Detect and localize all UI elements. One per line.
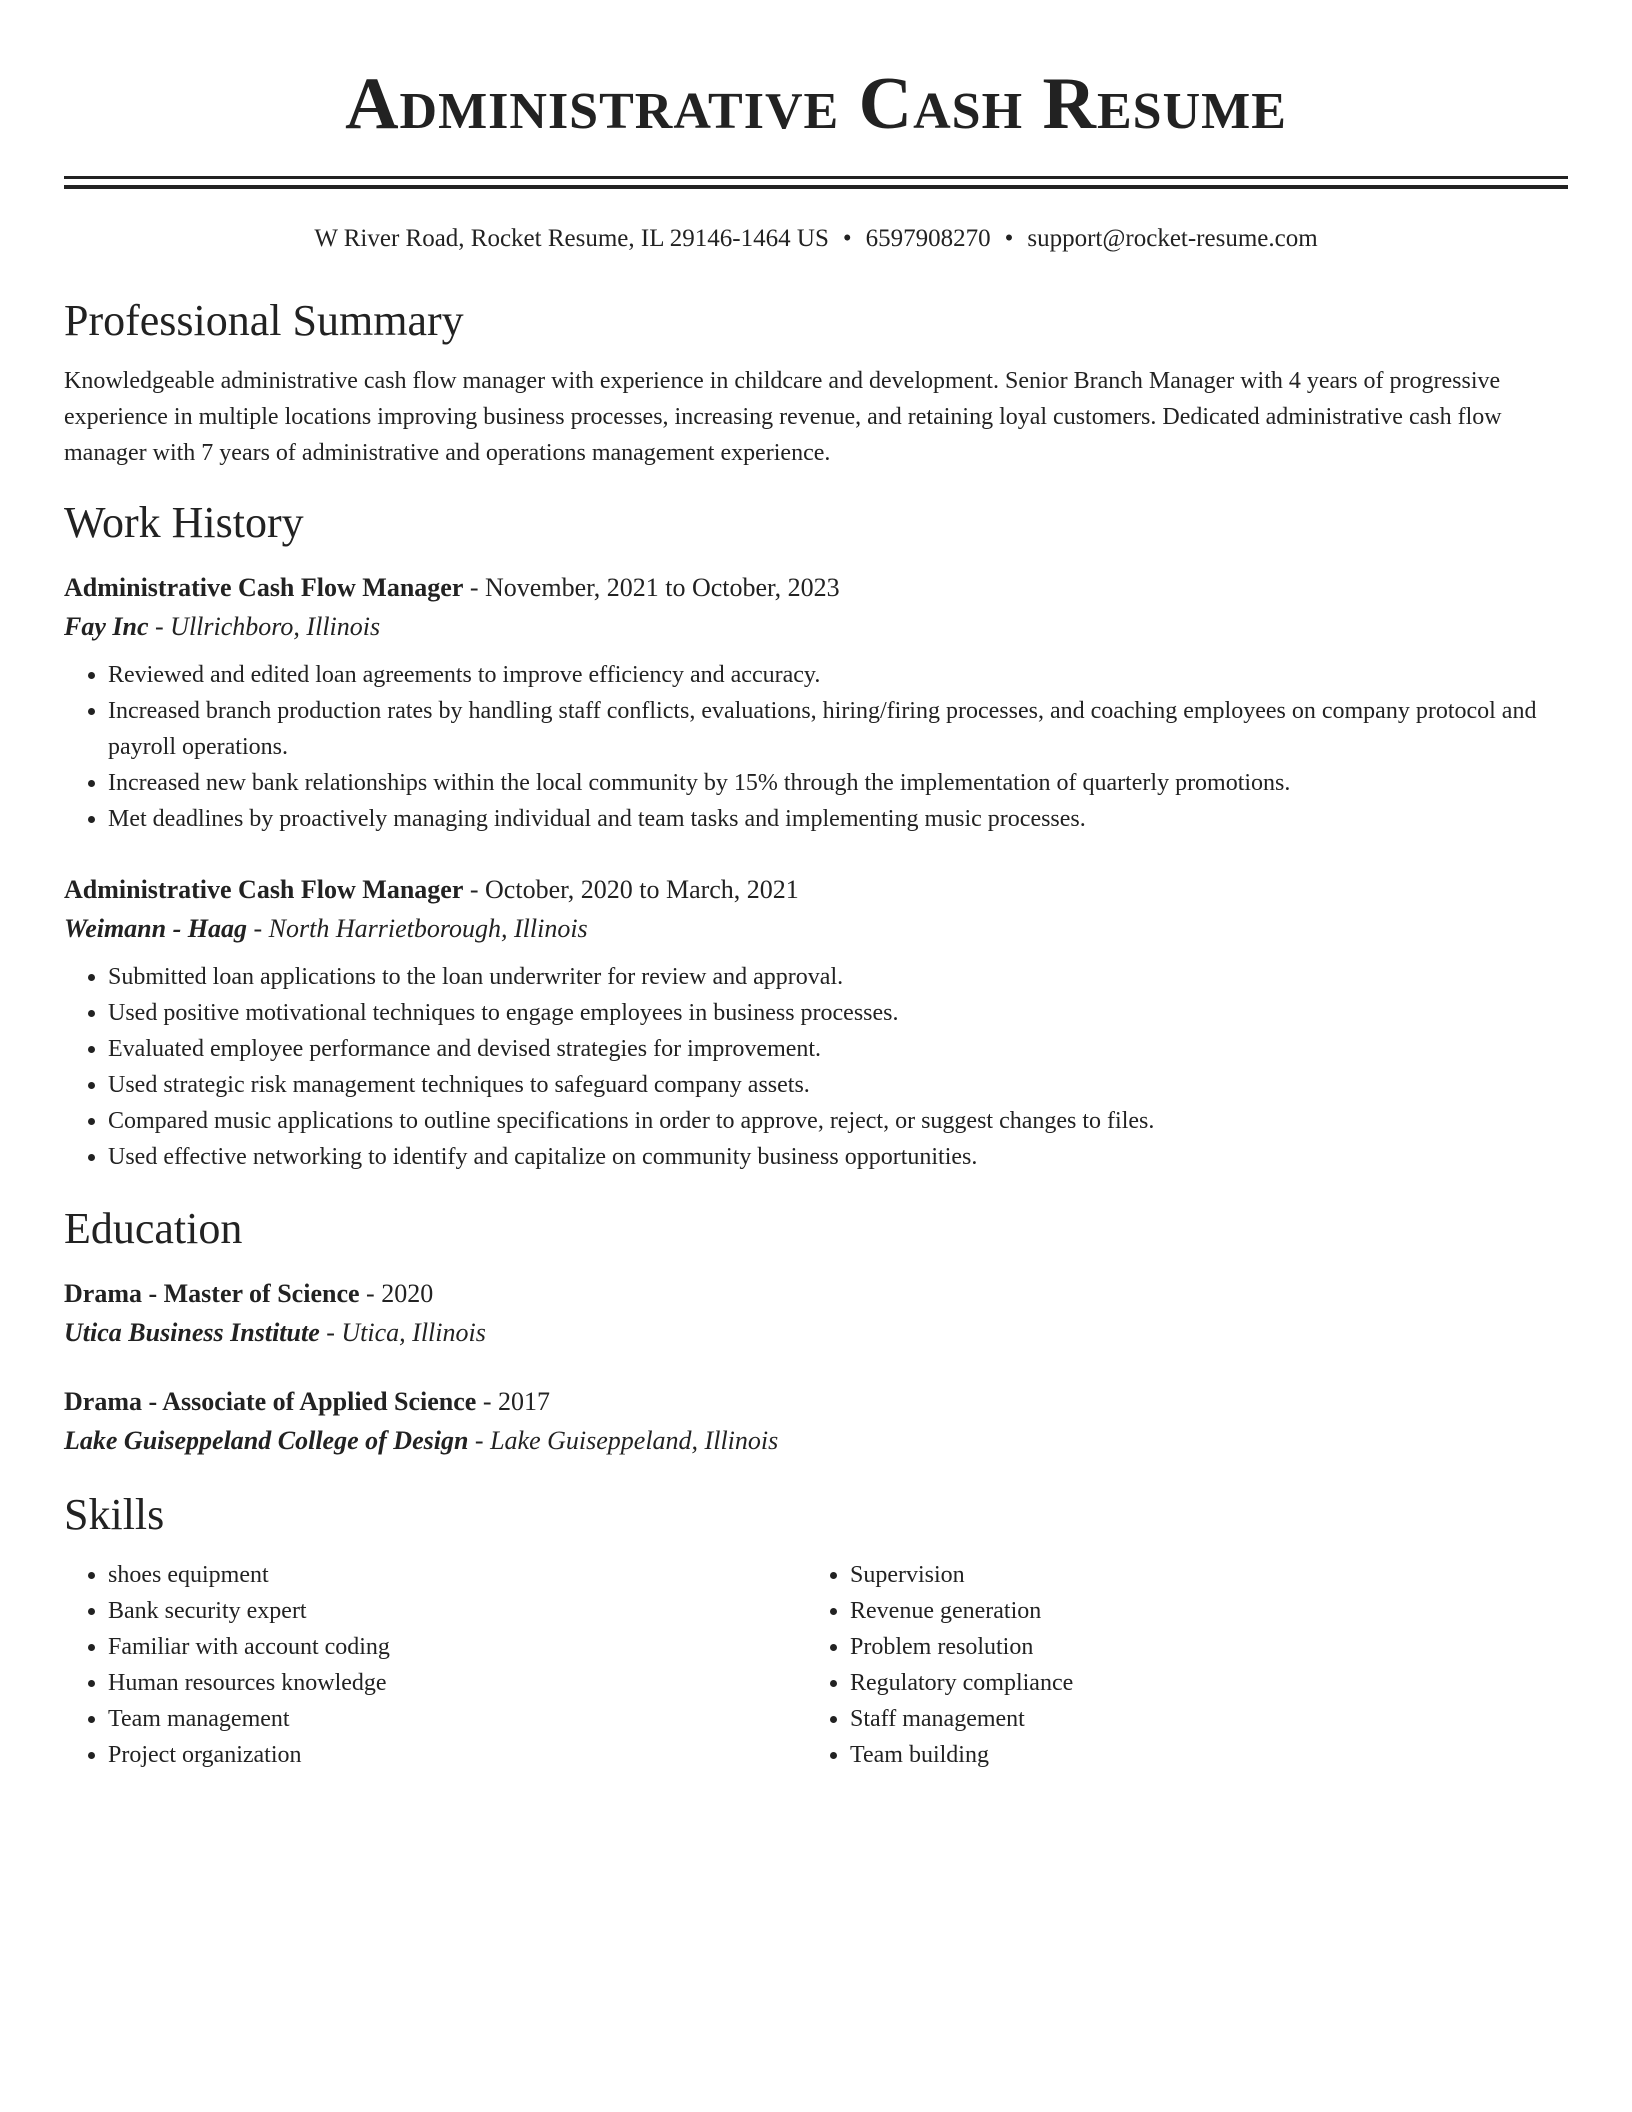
job-bullet: • Compared music applications to outline specifications in order to approve, reject, or suggest changes to files. xyxy=(108,1103,1568,1139)
summary-text: Knowledgeable administrative cash flow manager with experience in childcare and development. Senior Branch Manager with 4 years of progressive experience in multiple locations improving business processes, increasing revenue, and retaining loyal customers. Dedicated administrative cash flow manager with 7 years of administrative and operations management experience. xyxy=(64,368,1502,466)
contact-separator: • xyxy=(842,225,852,252)
skill-item: • shoes equipment xyxy=(108,1557,806,1593)
job-entry xyxy=(64,871,1568,1175)
education-location: Utica, Illinois xyxy=(341,1318,486,1347)
job-location: Ullrichboro, Illinois xyxy=(170,612,381,641)
job-bullet: • Used effective networking to identify and capitalize on community business opportunities. xyxy=(108,1139,1568,1175)
education-year: 2017 xyxy=(498,1387,551,1416)
skill-item: • Regulatory compliance xyxy=(850,1665,1548,1701)
skill-item: • Familiar with account coding xyxy=(108,1629,806,1665)
job-location: North Harrietborough, Illinois xyxy=(268,914,588,943)
skill-item: • Revenue generation xyxy=(850,1593,1548,1629)
job-bullet: • Increased branch production rates by handling staff conflicts, evaluations, hiring/firing processes, and coaching employees on company protocol and payroll operations. xyxy=(108,693,1568,765)
contact-separator: • xyxy=(1004,225,1014,252)
contact-email: support@rocket-resume.com xyxy=(1027,225,1318,252)
contact-phone: 6597908270 xyxy=(865,225,991,252)
job-dates: November, 2021 to October, 2023 xyxy=(485,573,840,602)
job-bullets xyxy=(64,959,1568,1175)
skills-columns xyxy=(64,1557,1568,1773)
skill-item: • Staff management xyxy=(850,1701,1548,1737)
work-history-heading: Work History xyxy=(64,498,304,547)
job-company-line: Fay Inc - Ullrichboro, Illinois xyxy=(64,612,381,641)
contact-line xyxy=(64,223,1568,255)
job-company-line: Weimann - Haag - North Harrietborough, Illinois xyxy=(64,914,588,943)
job-bullet: • Evaluated employee performance and devised strategies for improvement. xyxy=(108,1031,1568,1067)
education-entry xyxy=(64,1275,1568,1353)
education-degree: Drama - Associate of Applied Science xyxy=(64,1387,477,1416)
education-year: 2020 xyxy=(381,1279,434,1308)
education-location: Lake Guiseppeland, Illinois xyxy=(490,1426,779,1455)
skills-list-left xyxy=(64,1557,806,1773)
job-bullets xyxy=(64,657,1568,837)
job-title: Administrative Cash Flow Manager xyxy=(64,875,464,904)
title-rule-top xyxy=(64,176,1568,179)
summary-heading: Professional Summary xyxy=(64,296,464,345)
job-entry xyxy=(64,569,1568,837)
contact-address: W River Road, Rocket Resume, IL 29146-1464 US xyxy=(314,225,829,252)
skill-item: • Team management xyxy=(108,1701,806,1737)
job-bullet: • Increased new bank relationships within the local community by 15% through the implementation of quarterly promotions. xyxy=(108,765,1568,801)
job-bullet: • Submitted loan applications to the loan underwriter for review and approval. xyxy=(108,959,1568,995)
skill-item: • Human resources knowledge xyxy=(108,1665,806,1701)
job-dates: October, 2020 to March, 2021 xyxy=(485,875,799,904)
skills-list-right xyxy=(806,1557,1548,1773)
job-title: Administrative Cash Flow Manager xyxy=(64,573,464,602)
job-bullet: • Met deadlines by proactively managing individual and team tasks and implementing music processes. xyxy=(108,801,1568,837)
title-rule-bottom xyxy=(64,185,1568,189)
job-title-line: Administrative Cash Flow Manager - November, 2021 to October, 2023 xyxy=(64,573,840,602)
skill-item: • Bank security expert xyxy=(108,1593,806,1629)
skill-item: • Team building xyxy=(850,1737,1548,1773)
education-school-line: Utica Business Institute - Utica, Illinois xyxy=(64,1318,486,1347)
education-school-line: Lake Guiseppeland College of Design - Lake Guiseppeland, Illinois xyxy=(64,1426,779,1455)
skills-heading: Skills xyxy=(64,1490,165,1539)
education-school: Lake Guiseppeland College of Design xyxy=(64,1426,469,1455)
job-bullet: • Used positive motivational techniques to engage employees in business processes. xyxy=(108,995,1568,1031)
education-entry xyxy=(64,1383,1568,1461)
skill-item: • Project organization xyxy=(108,1737,806,1773)
job-company: Weimann - Haag xyxy=(64,914,247,943)
education-degree-line: Drama - Associate of Applied Science - 2017 xyxy=(64,1387,551,1416)
education-heading: Education xyxy=(64,1204,243,1253)
job-bullet: • Reviewed and edited loan agreements to improve efficiency and accuracy. xyxy=(108,657,1568,693)
education-degree: Drama - Master of Science xyxy=(64,1279,360,1308)
resume-title: Administrative Cash Resume xyxy=(345,63,1287,145)
job-title-line: Administrative Cash Flow Manager - October, 2020 to March, 2021 xyxy=(64,875,799,904)
education-degree-line: Drama - Master of Science - 2020 xyxy=(64,1279,434,1308)
job-bullet: • Used strategic risk management techniques to safeguard company assets. xyxy=(108,1067,1568,1103)
job-company: Fay Inc xyxy=(64,612,149,641)
education-school: Utica Business Institute xyxy=(64,1318,320,1347)
skill-item: • Problem resolution xyxy=(850,1629,1548,1665)
skill-item: • Supervision xyxy=(850,1557,1548,1593)
